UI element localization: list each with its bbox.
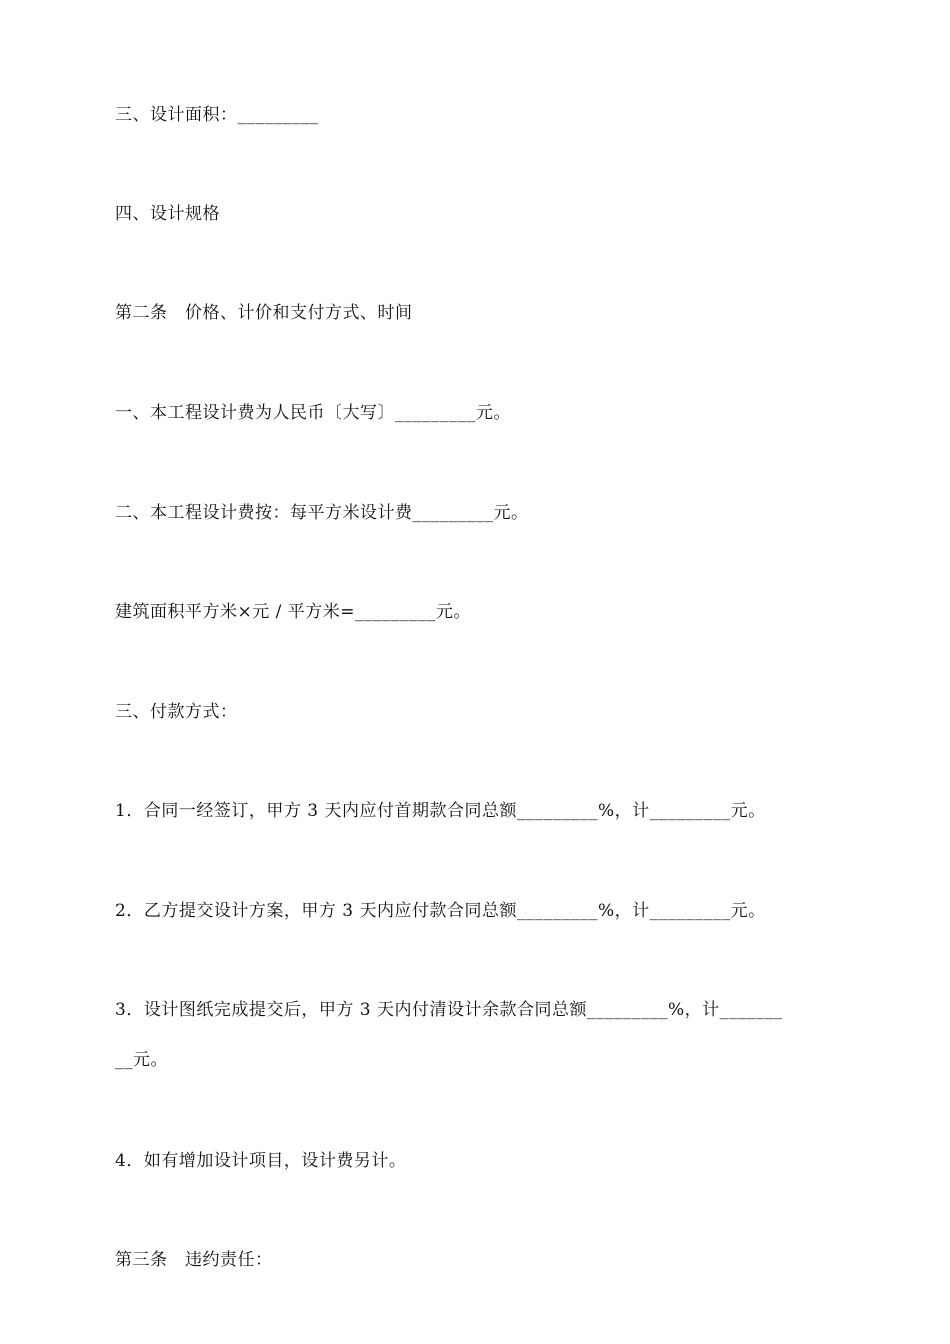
design-spec-heading: 四、设计规格	[115, 204, 220, 224]
payment-item-1: 1．合同一经签订，甲方 3 天内应付首期款合同总额_________%，计_________元。	[115, 801, 766, 821]
payment-item-3: 3．设计图纸完成提交后，甲方 3 天内付清设计余款合同总额_________%，计_______	[115, 1000, 783, 1020]
article-three-heading: 第三条 违约责任：	[115, 1250, 273, 1270]
design-fee-total-line: 一、本工程设计费为人民币〔大写〕_________元。	[115, 403, 511, 423]
area-calculation-line: 建筑面积平方米×元 / 平方米=_________元。	[115, 602, 472, 622]
design-fee-per-sqm-line: 二、本工程设计费按：每平方米设计费_________元。	[115, 503, 529, 523]
payment-method-heading: 三、付款方式：	[115, 702, 238, 722]
article-two-heading: 第二条 价格、计价和支付方式、时间	[115, 303, 413, 323]
payment-item-2: 2．乙方提交设计方案，甲方 3 天内应付款合同总额_________%，计_________元。	[115, 901, 766, 921]
payment-item-3-continued: __元。	[115, 1050, 168, 1070]
payment-item-4: 4．如有增加设计项目，设计费另计。	[115, 1151, 407, 1171]
design-area-line: 三、设计面积：_________	[115, 105, 319, 125]
